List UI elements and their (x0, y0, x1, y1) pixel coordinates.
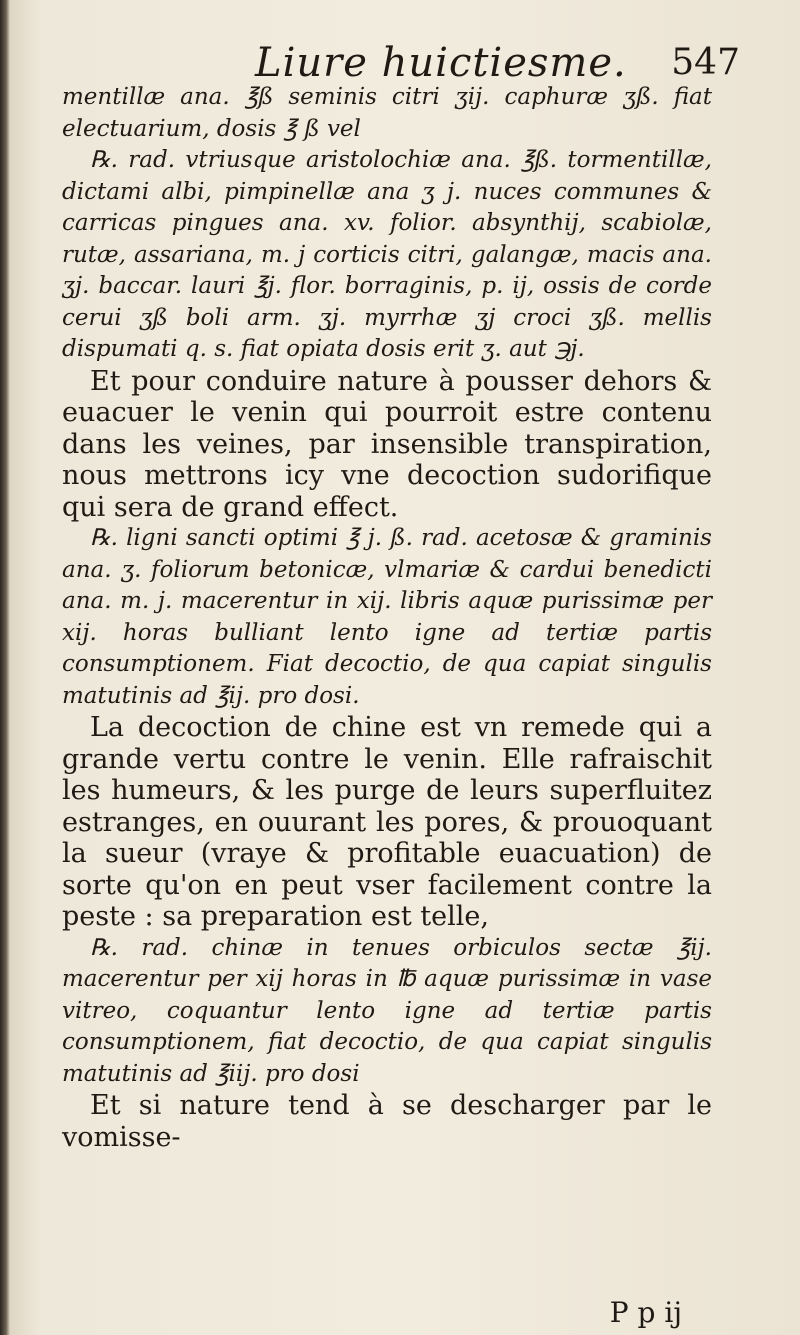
running-head (60, 38, 740, 88)
recipe-decoction-guaiac: ℞. ligni sancti optimi ℥ j. ß. rad. acetosæ & graminis ana. ʒ. foliorum betonicæ, vlmariæ & cardui benedicti ana. m. j. macerentur in xij. libris aquæ purissimæ per xij. horas bulliant lento igne ad tertiæ partis consumptionem. Fiat decoctio, de qua capiat singulis matutinis ad ℥ij. pro dosi. (62, 525, 712, 709)
binding-gutter (0, 0, 10, 1335)
recipe-china-root: ℞. rad. chinæ in tenues orbiculos sectæ ℥ij. macerentur per xij horas in ℔ aquæ purissimæ in vase vitreo, coquantur lento igne ad tertiæ partis consumptionem, fiat decoctio, de qua capiat singulis matutinis ad ℥iij. pro dosi (62, 934, 712, 1087)
paragraph-vomit-continued: Et si nature tend à se descharger par le vomisse- (62, 1090, 712, 1153)
page-body (62, 82, 712, 1153)
signature-mark: P p ij (609, 1296, 682, 1329)
paragraph-sudorific-intro: Et pour conduire nature à pousser dehors & euacuer le venin qui pourroit estre contenu dans les veines, par insensible transpiration, nous mettrons icy vne decoction sudorifique qui sera de grand effect. (62, 365, 712, 523)
recipe-opiata: ℞. rad. vtriusque aristolochiæ ana. ℥ß. tormentillæ, dictami albi, pimpinellæ ana ʒ j. nuces communes & carricas pingues ana. xv. folior. absynthij, scabiolæ, rutæ, assariana, m. j corticis citri, galangæ, macis ana. ʒj. baccar. lauri ℥j. flor. borraginis, p. ij, ossis de corde cerui ʒß boli arm. ʒj. myrrhæ ʒj croci ʒß. mellis dispumati q. s. fiat opiata dosis erit ʒ. aut ℈j. (62, 147, 712, 362)
running-title: Liure huictiesme. (255, 40, 627, 86)
paragraph-china-decoction: La decoction de chine est vn remede qui a grande vertu contre le venin. Elle rafraischit les humeurs, & les purge de leurs superfluitez estranges, en ouurant les pores, & prouoquant la sueur (vraye & profitable euacuation) de sorte qu'on en peut vser facilement contre la peste : sa preparation est telle, (62, 712, 712, 932)
recipe-fragment-electuary: mentillæ ana. ℥ß seminis citri ʒij. caphuræ ʒß. fiat electuarium, dosis ℥ ß vel (62, 84, 712, 142)
page-number: 547 (671, 42, 740, 83)
